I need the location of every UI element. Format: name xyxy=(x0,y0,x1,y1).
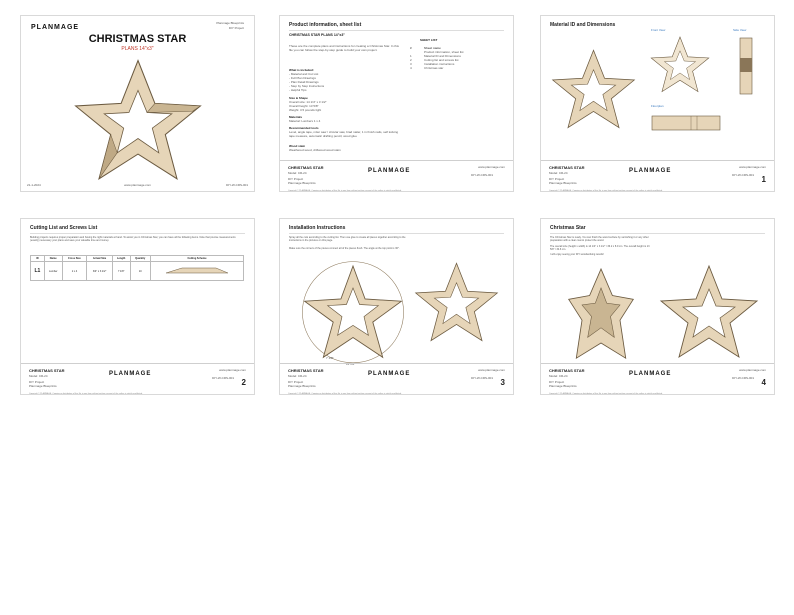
page-number: 2 xyxy=(241,378,246,387)
sheet-footer xyxy=(21,363,254,394)
sheet-list-num: 3 xyxy=(410,62,412,66)
page-title: Cutting List and Screws List xyxy=(30,225,98,231)
footer-model: Model: CR-24 xyxy=(29,374,48,378)
col-header: Cross Size xyxy=(62,256,87,262)
final-star-side xyxy=(561,267,641,362)
included-item: - Full Plan Drawings xyxy=(289,76,316,80)
footer-model: Model: CR-24 xyxy=(288,171,307,175)
sheet-list-name: Christmas star xyxy=(424,66,444,70)
final-line-3: I will enjoy seeing your DIY woodworking results! xyxy=(550,253,605,256)
sheet-list-col: Sheet name xyxy=(424,46,441,50)
footer-logo: PLANMAGE xyxy=(629,371,672,377)
footer-sku: DIY-W-CRS-001 xyxy=(732,376,754,380)
footer-model: Model: CR-24 xyxy=(288,374,307,378)
cell-cross: 1 x 4 xyxy=(62,262,87,281)
footer-title: CHRISTMAS STAR xyxy=(549,368,585,373)
dim-bottom: 14 1/4" xyxy=(346,362,356,366)
footer-brand: Planmage Blueprints xyxy=(29,384,57,388)
cutting-table xyxy=(30,255,244,281)
cutting-intro: Building projects requires proper preparation and having the right materials at hand. To assist you in Christmas Star, you can have all the following items. Note that precise measurements (exactly) necessary your plans and save your valuable time and money. xyxy=(30,236,236,242)
footer-url[interactable]: www.planmage.com xyxy=(219,368,246,372)
footer-project: DIY Project xyxy=(549,177,565,181)
included-item: - Material and Cut List xyxy=(289,72,319,76)
footer-copyright: Copyright © PLANMAGE. Copying or distributing of this file in any form without written consent of the author is strictly prohibited. xyxy=(288,190,402,192)
size-line: Weight: 3.5 pounds light xyxy=(289,108,322,112)
sheet-christmas-star[interactable] xyxy=(540,218,775,395)
sheet-list-name: Installation instructions xyxy=(424,62,455,66)
iso-star-illustration xyxy=(551,46,636,131)
sheet-list-row[interactable] xyxy=(410,66,500,70)
product-intro: These are the complete plans and instructions for creating a Christmas Star. In this file you can follow the step-by-step guide to build your own project. xyxy=(289,44,399,52)
sheet-cutting-list[interactable] xyxy=(20,218,255,395)
front-view-drawing xyxy=(645,34,715,94)
cover-project: DIY Project xyxy=(228,26,244,30)
col-header: Cutting Scheme xyxy=(151,256,244,262)
side-view-drawing xyxy=(736,36,756,96)
footer-url[interactable]: www.planmage.com xyxy=(478,165,505,169)
footer-url[interactable]: www.planmage.com xyxy=(478,368,505,372)
cover-url[interactable]: www.planmage.com xyxy=(124,183,151,187)
cell-cutting-scheme xyxy=(151,262,244,281)
cell-id: L1 xyxy=(31,262,45,281)
cell-name: Lumber xyxy=(44,262,62,281)
floorplan-label: Floorplan xyxy=(651,104,664,108)
footer-brand: Planmage Blueprints xyxy=(549,384,577,388)
footer-brand: Planmage Blueprints xyxy=(549,181,577,185)
included-item: - Helpful Tips xyxy=(289,88,307,92)
table-row[interactable] xyxy=(31,262,244,281)
product-subheading: CHRISTMAS STAR PLANS 14"x3" xyxy=(289,33,345,37)
page-title: Material ID and Dimensions xyxy=(550,22,616,28)
cover-title: CHRISTMAS STAR xyxy=(88,33,187,45)
side-view-label: Side View xyxy=(733,28,747,32)
footer-logo: PLANMAGE xyxy=(368,168,411,174)
footer-project: DIY Project xyxy=(288,177,304,181)
sheet-footer xyxy=(541,160,774,191)
sheet-list-title: SHEET LIST xyxy=(420,38,438,42)
page-number: 4 xyxy=(761,378,766,387)
footer-logo: PLANMAGE xyxy=(109,371,152,377)
sheet-installation[interactable] xyxy=(279,218,514,395)
cover-star-illustration xyxy=(73,54,203,184)
footer-model: Model: CR-24 xyxy=(549,171,568,175)
sheet-footer xyxy=(280,160,513,191)
tools-title: Recommended tools xyxy=(289,126,319,130)
wood-line: Weathered wood, driftwood wood stain xyxy=(289,148,341,152)
footer-title: CHRISTMAS STAR xyxy=(288,165,324,170)
size-list xyxy=(289,100,399,112)
sheet-list-name: Product information, sheet list xyxy=(424,50,464,54)
included-item: - Plan Detail Drawings xyxy=(289,80,319,84)
cell-actual: 3/4" x 3 1/2" xyxy=(87,262,113,281)
footer-model: Model: CR-24 xyxy=(549,374,568,378)
floorplan-drawing xyxy=(651,113,721,133)
footer-copyright: Copyright © PLANMAGE. Copying or distributing of this file in any form without written consent of the author is strictly prohibited. xyxy=(549,393,663,395)
cover-code-right: DIY-W-CRS-001 xyxy=(226,183,248,187)
install-iso-star xyxy=(414,259,499,344)
sheet-material-id[interactable] xyxy=(540,15,775,192)
cover-subtitle: PLANS 14"x3" xyxy=(121,46,154,52)
col-header: ID xyxy=(31,256,45,262)
sheet-list-name: Cutting list and screws list xyxy=(424,58,459,62)
included-title: What is included: xyxy=(289,68,314,72)
final-line-2: The overall size (height x width) is 14 1/4" x 3 1/2" / 36.2 x 8.9 cm. The overall height is 13 5/8" / 34.6 cm. xyxy=(550,245,650,251)
install-intro-2: Make sure the corners of the pieces connect all of the pieces flush. The angle at the top point is 36°. xyxy=(289,247,400,250)
col-header: Quantity xyxy=(130,256,151,262)
install-plan-drawing xyxy=(298,255,408,365)
cover-code-left: 21-1-2024 xyxy=(27,183,41,187)
sheet-list-num: 1 xyxy=(410,54,412,58)
page-number: 1 xyxy=(761,175,766,184)
footer-title: CHRISTMAS STAR xyxy=(288,368,324,373)
install-intro-1: Spray all the cuts according to the cutting list. Then use glue to create all pieces together according to the instructions in the pictures on this page. xyxy=(289,236,406,242)
col-header: Length xyxy=(112,256,130,262)
footer-logo: PLANMAGE xyxy=(629,168,672,174)
cell-length: 7 1/8" xyxy=(112,262,130,281)
footer-sku: DIY-W-CRS-001 xyxy=(732,173,754,177)
wood-title: Wood stain xyxy=(289,144,306,148)
final-star-front xyxy=(659,261,759,361)
cover-logo: PLANMAGE xyxy=(31,24,80,31)
sheet-list-col: # xyxy=(410,46,412,50)
final-line-1: The Christmas Star is ready. You can finish the wood surface by varnishing it or any other preparation with a clear coat to protect the wood. xyxy=(550,236,649,242)
footer-brand: Planmage Blueprints xyxy=(288,384,316,388)
materials-title: Materials xyxy=(289,115,303,119)
sheet-list xyxy=(410,46,500,70)
size-line: Overall height: 13 5/8" xyxy=(289,104,319,108)
front-view-label: Front View xyxy=(651,28,666,32)
footer-title: CHRISTMAS STAR xyxy=(29,368,65,373)
included-item: - Step by Step Instructions xyxy=(289,84,325,88)
included-list xyxy=(289,72,399,92)
footer-title: CHRISTMAS STAR xyxy=(549,165,585,170)
cutting-scheme-drawing xyxy=(162,265,232,277)
dim-top: 7 1/8" xyxy=(326,356,334,360)
footer-project: DIY Project xyxy=(288,380,304,384)
footer-url[interactable]: www.planmage.com xyxy=(739,368,766,372)
page-number: 3 xyxy=(500,378,505,387)
footer-brand: Planmage Blueprints xyxy=(288,181,316,185)
footer-logo: PLANMAGE xyxy=(368,371,411,377)
materials-line: Material: Lumbers 1 x 4 xyxy=(289,119,321,123)
footer-url[interactable]: www.planmage.com xyxy=(739,165,766,169)
sheet-product-info[interactable] xyxy=(279,15,514,192)
footer-project: DIY Project xyxy=(549,380,565,384)
size-line: Overall size: 14 1/4" x 3 1/2" xyxy=(289,100,327,104)
cover-brand: Planmage Blueprints xyxy=(216,21,244,25)
page-title: Christmas Star xyxy=(550,225,586,231)
footer-project: DIY Project xyxy=(29,380,45,384)
cell-qty: 10 xyxy=(130,262,151,281)
footer-copyright: Copyright © PLANMAGE. Copying or distributing of this file in any form without written consent of the author is strictly prohibited. xyxy=(288,393,402,395)
page-title: Installation Instructions xyxy=(289,225,346,231)
sheet-cover[interactable] xyxy=(20,15,255,192)
sheet-footer xyxy=(541,363,774,394)
page-title: Product information, sheet list xyxy=(289,22,362,28)
sheet-list-num: 4 xyxy=(410,66,412,70)
sheet-list-num: 2 xyxy=(410,58,412,62)
sheet-footer xyxy=(280,363,513,394)
col-header: Actual Size xyxy=(87,256,113,262)
col-header: Name xyxy=(44,256,62,262)
tools-line: Level, angle tape, miter saw / circular saw, brad nailer, 1 in finish nails, self locking tape measure, automatic drafting pencil, wood glue xyxy=(289,130,399,138)
size-title: Size & Shape xyxy=(289,96,308,100)
footer-sku: DIY-W-CRS-001 xyxy=(471,376,493,380)
footer-sku: DIY-W-CRS-001 xyxy=(471,173,493,177)
footer-sku: DIY-W-CRS-001 xyxy=(212,376,234,380)
footer-copyright: Copyright © PLANMAGE. Copying or distributing of this file in any form without written consent of the author is strictly prohibited. xyxy=(549,190,663,192)
sheet-list-name: Material ID and Dimensions xyxy=(424,54,461,58)
footer-copyright: Copyright © PLANMAGE. Copying or distributing of this file in any form without written consent of the author is strictly prohibited. xyxy=(29,393,143,395)
